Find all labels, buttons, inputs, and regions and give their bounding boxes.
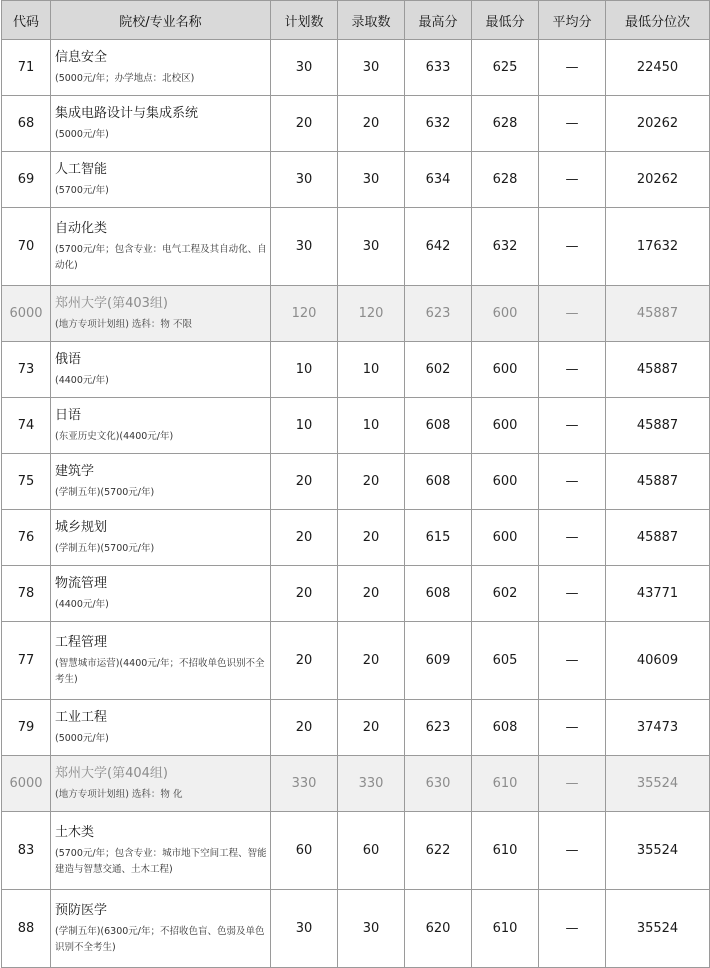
- major-name: 信息安全: [55, 49, 108, 65]
- rank-cell: 45887: [606, 454, 710, 510]
- rank-cell: 20262: [606, 96, 710, 152]
- major-note: (5000元/年；办学地点：北校区): [55, 72, 195, 84]
- major-name: 郑州大学(第403组): [55, 295, 168, 311]
- max-score-cell: 642: [405, 208, 472, 286]
- min-score-cell: 628: [472, 96, 539, 152]
- table-row: [2, 700, 710, 756]
- major-name: 工业工程: [55, 709, 108, 725]
- admission-table: [1, 0, 710, 968]
- avg-score-cell: —: [539, 398, 606, 454]
- major-name: 郑州大学(第404组): [55, 765, 168, 781]
- table-body: [2, 40, 710, 968]
- avg-score-cell: —: [539, 756, 606, 812]
- avg-score-cell: —: [539, 152, 606, 208]
- code-cell: 69: [2, 152, 51, 208]
- header-min: 最低分: [472, 1, 539, 40]
- code-cell: 68: [2, 96, 51, 152]
- avg-score-cell: —: [539, 286, 606, 342]
- group-row: [2, 756, 710, 812]
- code-cell: 78: [2, 566, 51, 622]
- plan-cell: 10: [271, 398, 338, 454]
- major-note: (5000元/年): [55, 732, 109, 744]
- major-name: 城乡规划: [55, 519, 108, 535]
- major-name: 日语: [55, 407, 82, 423]
- name-cell: [51, 890, 271, 968]
- rank-cell: 45887: [606, 398, 710, 454]
- min-score-cell: 605: [472, 622, 539, 700]
- rank-cell: 43771: [606, 566, 710, 622]
- min-score-cell: 602: [472, 566, 539, 622]
- max-score-cell: 608: [405, 454, 472, 510]
- admit-cell: 30: [338, 890, 405, 968]
- major-note: (学制五年)(5700元/年): [55, 486, 155, 498]
- name-cell: [51, 286, 271, 342]
- min-score-cell: 610: [472, 756, 539, 812]
- name-cell: [51, 622, 271, 700]
- code-cell: 88: [2, 890, 51, 968]
- plan-cell: 20: [271, 510, 338, 566]
- name-cell: [51, 152, 271, 208]
- code-cell: 6000: [2, 286, 51, 342]
- table-row: [2, 342, 710, 398]
- admit-cell: 30: [338, 208, 405, 286]
- rank-cell: 45887: [606, 510, 710, 566]
- major-note: (学制五年)(5700元/年): [55, 542, 155, 554]
- major-name: 俄语: [55, 351, 82, 367]
- table-row: [2, 398, 710, 454]
- header-code: 代码: [2, 1, 51, 40]
- rank-cell: 45887: [606, 342, 710, 398]
- max-score-cell: 608: [405, 398, 472, 454]
- table-row: [2, 812, 710, 890]
- rank-cell: 17632: [606, 208, 710, 286]
- rank-cell: 45887: [606, 286, 710, 342]
- max-score-cell: 622: [405, 812, 472, 890]
- name-cell: [51, 812, 271, 890]
- rank-cell: 20262: [606, 152, 710, 208]
- admit-cell: 330: [338, 756, 405, 812]
- avg-score-cell: —: [539, 700, 606, 756]
- major-note: (5700元/年): [55, 184, 109, 196]
- plan-cell: 20: [271, 622, 338, 700]
- plan-cell: 30: [271, 152, 338, 208]
- name-cell: [51, 40, 271, 96]
- major-name: 工程管理: [55, 634, 108, 650]
- major-name: 集成电路设计与集成系统: [55, 105, 199, 121]
- table-row: [2, 510, 710, 566]
- min-score-cell: 600: [472, 454, 539, 510]
- table-row: [2, 208, 710, 286]
- admit-cell: 20: [338, 566, 405, 622]
- plan-cell: 30: [271, 40, 338, 96]
- table-row: [2, 454, 710, 510]
- max-score-cell: 602: [405, 342, 472, 398]
- code-cell: 76: [2, 510, 51, 566]
- avg-score-cell: —: [539, 96, 606, 152]
- min-score-cell: 608: [472, 700, 539, 756]
- name-cell: [51, 700, 271, 756]
- avg-score-cell: —: [539, 622, 606, 700]
- table-row: [2, 152, 710, 208]
- max-score-cell: 608: [405, 566, 472, 622]
- plan-cell: 20: [271, 566, 338, 622]
- rank-cell: 40609: [606, 622, 710, 700]
- plan-cell: 30: [271, 890, 338, 968]
- group-row: [2, 286, 710, 342]
- admit-cell: 20: [338, 454, 405, 510]
- min-score-cell: 600: [472, 510, 539, 566]
- max-score-cell: 634: [405, 152, 472, 208]
- header-avg: 平均分: [539, 1, 606, 40]
- max-score-cell: 632: [405, 96, 472, 152]
- header-admit: 录取数: [338, 1, 405, 40]
- header-max: 最高分: [405, 1, 472, 40]
- rank-cell: 37473: [606, 700, 710, 756]
- major-name: 土木类: [55, 824, 95, 840]
- avg-score-cell: —: [539, 890, 606, 968]
- table-row: [2, 40, 710, 96]
- min-score-cell: 600: [472, 286, 539, 342]
- avg-score-cell: —: [539, 342, 606, 398]
- table-row: [2, 890, 710, 968]
- max-score-cell: 615: [405, 510, 472, 566]
- table-row: [2, 622, 710, 700]
- table-header: [2, 1, 710, 40]
- major-name: 人工智能: [55, 161, 108, 177]
- major-note: (5700元/年；包含专业：电气工程及其自动化、自动化): [55, 243, 267, 271]
- avg-score-cell: —: [539, 812, 606, 890]
- admit-cell: 20: [338, 510, 405, 566]
- major-note: (5000元/年): [55, 128, 109, 140]
- admit-cell: 120: [338, 286, 405, 342]
- major-name: 物流管理: [55, 575, 108, 591]
- name-cell: [51, 756, 271, 812]
- major-note: (地方专项计划组) 选科：物 化: [55, 788, 183, 800]
- rank-cell: 22450: [606, 40, 710, 96]
- admit-cell: 30: [338, 40, 405, 96]
- rank-cell: 35524: [606, 812, 710, 890]
- major-note: (东亚历史文化)(4400元/年): [55, 430, 174, 442]
- name-cell: [51, 342, 271, 398]
- name-cell: [51, 208, 271, 286]
- max-score-cell: 623: [405, 700, 472, 756]
- code-cell: 70: [2, 208, 51, 286]
- plan-cell: 30: [271, 208, 338, 286]
- min-score-cell: 600: [472, 398, 539, 454]
- code-cell: 75: [2, 454, 51, 510]
- plan-cell: 330: [271, 756, 338, 812]
- plan-cell: 20: [271, 700, 338, 756]
- min-score-cell: 628: [472, 152, 539, 208]
- avg-score-cell: —: [539, 566, 606, 622]
- name-cell: [51, 398, 271, 454]
- min-score-cell: 610: [472, 812, 539, 890]
- rank-cell: 35524: [606, 890, 710, 968]
- max-score-cell: 633: [405, 40, 472, 96]
- major-note: (5700元/年；包含专业：城市地下空间工程、智能建造与智慧交通、土木工程): [55, 847, 267, 875]
- avg-score-cell: —: [539, 40, 606, 96]
- admit-cell: 20: [338, 622, 405, 700]
- rank-cell: 35524: [606, 756, 710, 812]
- name-cell: [51, 454, 271, 510]
- name-cell: [51, 96, 271, 152]
- code-cell: 6000: [2, 756, 51, 812]
- code-cell: 77: [2, 622, 51, 700]
- avg-score-cell: —: [539, 208, 606, 286]
- major-note: (4400元/年): [55, 374, 109, 386]
- admit-cell: 10: [338, 398, 405, 454]
- major-note: (4400元/年): [55, 598, 109, 610]
- min-score-cell: 632: [472, 208, 539, 286]
- max-score-cell: 623: [405, 286, 472, 342]
- min-score-cell: 610: [472, 890, 539, 968]
- code-cell: 71: [2, 40, 51, 96]
- admit-cell: 20: [338, 96, 405, 152]
- avg-score-cell: —: [539, 510, 606, 566]
- table-row: [2, 566, 710, 622]
- plan-cell: 10: [271, 342, 338, 398]
- admit-cell: 30: [338, 152, 405, 208]
- header-plan: 计划数: [271, 1, 338, 40]
- major-name: 建筑学: [55, 463, 95, 479]
- max-score-cell: 609: [405, 622, 472, 700]
- min-score-cell: 625: [472, 40, 539, 96]
- max-score-cell: 620: [405, 890, 472, 968]
- major-note: (学制五年)(6300元/年；不招收色盲、色弱及单色识别不全考生): [55, 925, 265, 953]
- code-cell: 74: [2, 398, 51, 454]
- plan-cell: 60: [271, 812, 338, 890]
- max-score-cell: 630: [405, 756, 472, 812]
- plan-cell: 120: [271, 286, 338, 342]
- admit-cell: 10: [338, 342, 405, 398]
- major-note: (智慧城市运营)(4400元/年；不招收单色识别不全考生): [55, 657, 265, 685]
- plan-cell: 20: [271, 454, 338, 510]
- code-cell: 73: [2, 342, 51, 398]
- min-score-cell: 600: [472, 342, 539, 398]
- table-row: [2, 96, 710, 152]
- avg-score-cell: —: [539, 454, 606, 510]
- admit-cell: 60: [338, 812, 405, 890]
- plan-cell: 20: [271, 96, 338, 152]
- header-rank: 最低分位次: [606, 1, 710, 40]
- major-name: 自动化类: [55, 220, 108, 236]
- major-note: (地方专项计划组) 选科：物 不限: [55, 318, 192, 330]
- major-name: 预防医学: [55, 902, 108, 918]
- header-name: 院校/专业名称: [51, 1, 271, 40]
- code-cell: 83: [2, 812, 51, 890]
- name-cell: [51, 566, 271, 622]
- name-cell: [51, 510, 271, 566]
- admit-cell: 20: [338, 700, 405, 756]
- code-cell: 79: [2, 700, 51, 756]
